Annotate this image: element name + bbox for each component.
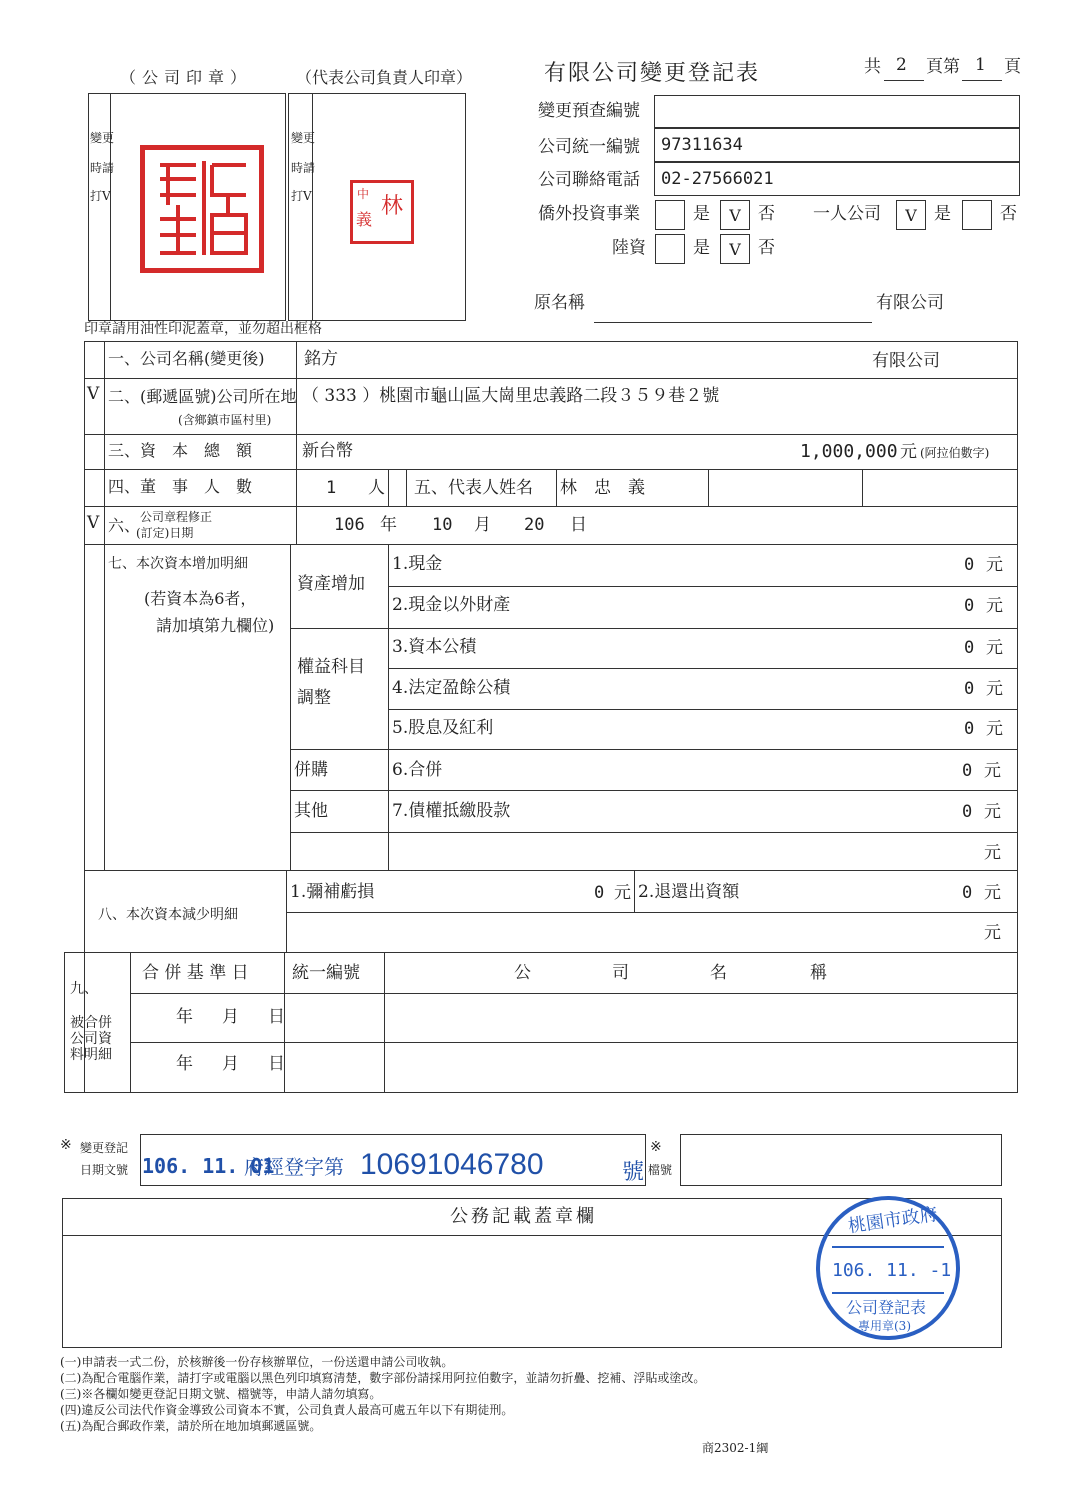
increase-item-unit: 元 — [986, 679, 1003, 699]
increase-blank-unit: 元 — [984, 843, 1001, 863]
increase-item-unit: 元 — [984, 761, 1001, 781]
side-note: 時請 — [90, 161, 115, 175]
merged-title: 公司資 — [70, 1031, 112, 1047]
address-value: （ 333 ）桃園市龜山區大崗里忠義路二段３５９巷２號 — [302, 386, 720, 406]
unified-no-value: 97311634 — [661, 135, 743, 155]
prereview-label: 變更預查編號 — [538, 101, 640, 121]
company-seal-pattern-icon — [150, 155, 254, 263]
increase-item-unit: 元 — [984, 802, 1001, 822]
merged-col-id: 統一編號 — [292, 963, 360, 983]
seal-hint: 印章請用油性印泥蓋章，並勿超出框格 — [84, 321, 322, 337]
overseas-yes-label: 是 — [693, 204, 710, 224]
file-label: 檔號 — [648, 1163, 673, 1177]
decrease-blank-unit: 元 — [984, 923, 1001, 943]
check-mark: V — [729, 239, 741, 259]
decrease-item-unit: 元 — [984, 883, 1001, 903]
file-mark: ※ — [650, 1139, 662, 1155]
mainland-yes-label: 是 — [693, 238, 710, 258]
original-name-suffix: 有限公司 — [876, 293, 944, 313]
note-line: (四)違反公司法代作資金導致公司資本不實，公司負責人最高可處五年以下有期徒刑。 — [60, 1403, 514, 1417]
increase-item-value: 0 — [962, 802, 973, 822]
address-sublabel: (含鄉鎮市區村里) — [178, 413, 272, 427]
decrease-item-label: 1.彌補虧損 — [290, 882, 375, 902]
articles-month: 10 — [432, 515, 453, 535]
note-line: (三)※各欄如變更登記日期文號、檔號等，申請人請勿填寫。 — [60, 1387, 382, 1401]
mainland-label: 陸資 — [612, 238, 646, 258]
file-field[interactable] — [680, 1134, 1002, 1186]
phone-label: 公司聯絡電話 — [538, 170, 640, 190]
merged-title: 被合併 — [70, 1015, 112, 1031]
company-name-label: 一、公司名稱(變更後) — [108, 349, 265, 368]
approval-doc-suffix: 號 — [622, 1160, 645, 1185]
approval-label: 變更登記 — [80, 1141, 129, 1155]
directors-count: 1 — [326, 478, 337, 498]
stamp-bottom: 公司登記表 — [846, 1298, 927, 1317]
note-line: (一)申請表一式二份，於核辦後一份存核辦單位，一份送還申請公司收執。 — [60, 1355, 454, 1369]
company-name-value: 銘方 — [304, 349, 338, 369]
page-total: 2 — [896, 55, 907, 75]
increase-item-label: 3.資本公積 — [392, 637, 477, 657]
approval-mark: ※ — [60, 1137, 72, 1153]
rep-seal-char: 義 — [356, 210, 373, 229]
group-equity: 權益科目 — [297, 657, 365, 677]
unified-no-field[interactable] — [654, 128, 1020, 162]
increase-item-unit: 元 — [986, 638, 1003, 658]
decrease-item-value: 0 — [962, 883, 973, 903]
stamp-date: 106. 11. -1 — [832, 1260, 952, 1281]
increase-item-value: 0 — [962, 761, 973, 781]
decrease-item-unit: 元 — [614, 883, 631, 903]
side-note: 變更 — [90, 131, 115, 145]
form-code: 商2302-1綱 — [702, 1441, 769, 1455]
company-name-suffix: 有限公司 — [872, 351, 940, 371]
increase-item-unit: 元 — [986, 555, 1003, 575]
unified-no-label: 公司統一編號 — [538, 137, 640, 157]
city-government-stamp — [816, 1196, 960, 1340]
company-seal-label: （公司印章） — [120, 68, 253, 87]
increase-item-value: 0 — [964, 638, 975, 658]
rep-name-value: 林 忠 義 — [560, 478, 645, 498]
articles-year: 106 — [334, 515, 365, 535]
increase-note-1: (若資本為6者， — [144, 589, 257, 608]
merged-row-date: 年 月 日 — [176, 1007, 291, 1027]
increase-item-label: 6.合併 — [392, 760, 443, 780]
stamp-top: 桃園市政府 — [846, 1203, 939, 1238]
articles-day: 20 — [524, 515, 545, 535]
mainland-yes-checkbox[interactable] — [655, 234, 685, 264]
one-person-no-label: 否 — [1000, 204, 1017, 224]
address-change-mark: V — [87, 384, 100, 404]
capital-currency: 新台幣 — [302, 441, 353, 461]
company-seal-stamp — [140, 145, 264, 273]
articles-label-c: (訂定)日期 — [136, 526, 194, 540]
approval-doc-no: 10691046780 — [360, 1148, 544, 1181]
group-asset: 資產增加 — [297, 574, 365, 594]
merged-col-date: 合 併 基 準 日 — [142, 963, 249, 983]
articles-change-mark: V — [87, 513, 100, 533]
one-person-no-checkbox[interactable] — [962, 200, 992, 230]
merged-title: 料明細 — [70, 1047, 112, 1063]
merged-title: 九、 — [70, 981, 98, 997]
one-person-yes-checkbox[interactable] — [896, 200, 926, 230]
directors-unit: 人 — [368, 478, 385, 498]
page-current: 1 — [975, 55, 986, 75]
increase-item-value: 0 — [964, 679, 975, 699]
page-mid: 頁第 — [926, 57, 960, 77]
form-title: 有限公司變更登記表 — [544, 61, 761, 86]
articles-month-unit: 月 — [474, 515, 491, 535]
group-merge: 併購 — [294, 760, 328, 780]
group-other: 其他 — [294, 801, 328, 821]
capital-amount: 1,000,000 — [800, 441, 898, 462]
page-total-prefix: 共 — [864, 57, 881, 77]
increase-item-value: 0 — [964, 596, 975, 616]
overseas-no-label: 否 — [758, 204, 775, 224]
stamp-sub: 專用章(3) — [858, 1319, 911, 1333]
group-equity: 調整 — [297, 688, 331, 708]
phone-field[interactable] — [654, 162, 1020, 196]
check-mark: V — [905, 205, 917, 225]
approval-label: 日期文號 — [80, 1163, 129, 1177]
prereview-field[interactable] — [654, 95, 1020, 128]
original-name-label: 原名稱 — [534, 293, 585, 313]
increase-title: 七、本次資本增加明細 — [108, 556, 248, 572]
increase-item-unit: 元 — [986, 596, 1003, 616]
approval-date: 106. 11. 01 — [142, 1154, 275, 1178]
increase-item-label: 2.現金以外財產 — [392, 595, 511, 615]
one-person-yes-label: 是 — [934, 204, 951, 224]
side-note: 打V — [90, 189, 111, 203]
address-label: 二、(郵遞區號)公司所在地 — [108, 387, 297, 406]
increase-item-label: 5.股息及紅利 — [392, 718, 494, 738]
rep-seal-stamp — [350, 180, 414, 244]
increase-item-value: 0 — [964, 555, 975, 575]
original-name-line[interactable] — [594, 322, 872, 323]
articles-year-unit: 年 — [380, 515, 397, 535]
decrease-item-value: 0 — [594, 883, 605, 903]
overseas-no-checkbox[interactable] — [720, 200, 750, 230]
side-note: 變更 — [291, 131, 316, 145]
directors-label: 四、董 事 人 數 — [108, 477, 253, 496]
note-line: (五)為配合郵政作業，請於所在地加填郵遞區號。 — [60, 1419, 322, 1433]
merged-col-name: 公 — [514, 963, 531, 983]
note-line: (二)為配合電腦作業，請打字或電腦以黑色列印填寫清楚，數字部份請採用阿拉伯數字，並請勿折疊、挖補、浮貼或塗改。 — [60, 1371, 706, 1385]
rep-seal-char: 林 — [381, 194, 404, 219]
side-note: 時請 — [291, 161, 316, 175]
rep-seal-label: （代表公司負責人印章） — [296, 68, 473, 87]
merged-row-date: 年 月 日 — [176, 1054, 291, 1074]
merged-col-name: 名 — [710, 963, 727, 983]
decrease-title: 八、本次資本減少明細 — [98, 907, 238, 923]
merged-col-name: 司 — [612, 963, 629, 983]
capital-label: 三、資 本 總 額 — [108, 441, 253, 460]
approval-doc-prefix: 府經登字第 — [244, 1155, 344, 1179]
merged-col-name: 稱 — [810, 963, 827, 983]
overseas-label: 僑外投資事業 — [538, 204, 640, 224]
articles-label-a: 六、 — [108, 516, 141, 535]
articles-day-unit: 日 — [570, 515, 587, 535]
rep-seal-char: 中 — [357, 187, 370, 201]
overseas-yes-checkbox[interactable] — [655, 200, 685, 230]
side-note: 打V — [291, 189, 312, 203]
increase-item-label: 1.現金 — [392, 554, 443, 574]
increase-item-label: 7.債權抵繳股款 — [392, 801, 511, 821]
check-mark: V — [729, 205, 741, 225]
capital-note: (阿拉伯數字) — [920, 446, 990, 460]
decrease-item-label: 2.退還出資額 — [638, 882, 740, 902]
increase-item-unit: 元 — [986, 719, 1003, 739]
mainland-no-checkbox[interactable] — [720, 234, 750, 264]
articles-label-b: 公司章程修正 — [140, 510, 213, 524]
one-person-label: 一人公司 — [813, 204, 881, 224]
increase-item-value: 0 — [964, 719, 975, 739]
mainland-no-label: 否 — [758, 238, 775, 258]
official-title: 公務記載蓋章欄 — [450, 1206, 597, 1227]
increase-note-2: 請加填第九欄位) — [156, 616, 275, 635]
phone-value: 02-27566021 — [661, 169, 774, 189]
capital-unit: 元 — [900, 442, 917, 462]
page-suffix: 頁 — [1004, 57, 1021, 77]
increase-item-label: 4.法定盈餘公積 — [392, 678, 511, 698]
rep-name-label: 五、代表人姓名 — [414, 478, 533, 498]
